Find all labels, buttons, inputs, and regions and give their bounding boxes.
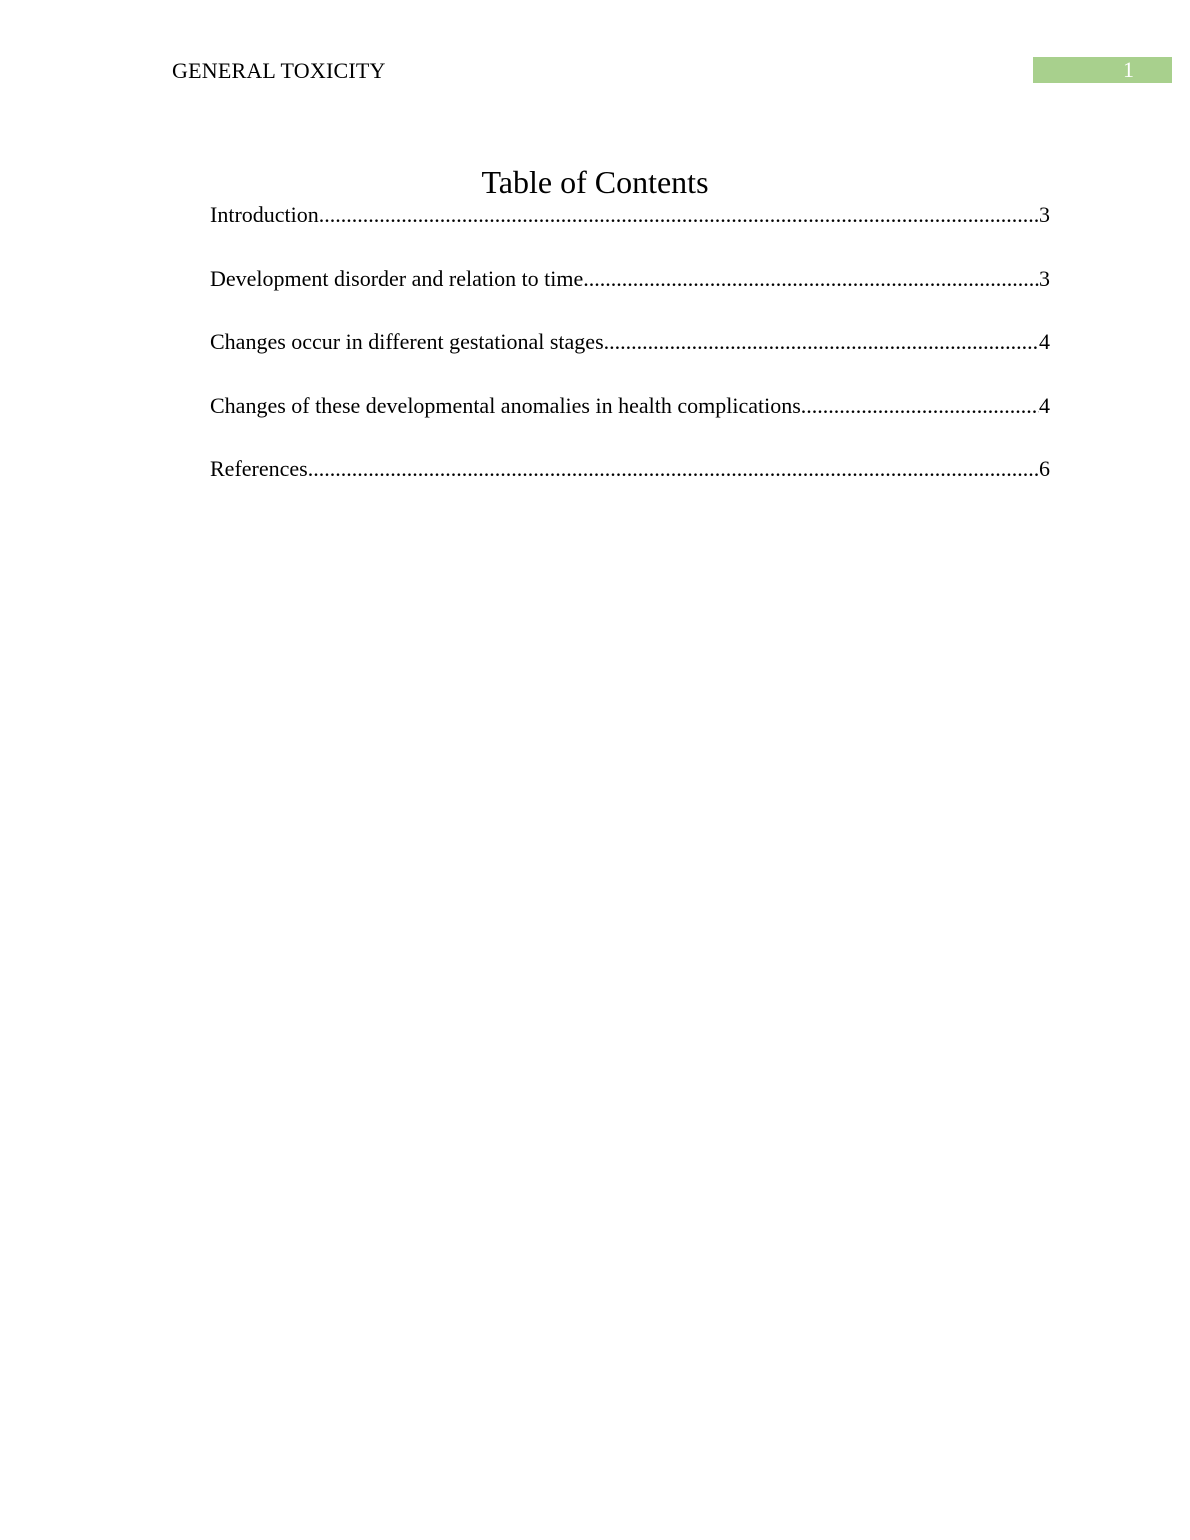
toc-entry-page: 3 — [1039, 202, 1050, 227]
toc-entry-references[interactable] — [210, 454, 1050, 518]
toc-entry-page: 3 — [1039, 265, 1050, 291]
toc-entry-page: 6 — [1039, 456, 1050, 481]
toc-entry-label: Introduction — [210, 202, 319, 227]
toc-entry-health-complications[interactable] — [210, 391, 1050, 455]
toc-dot-leader — [801, 391, 1039, 421]
toc-entry-page: 4 — [1039, 329, 1050, 354]
toc-entry-label: Development disorder and relation to time — [210, 265, 584, 291]
running-head: GENERAL TOXICITY — [172, 58, 386, 83]
toc-entry-gestational-stages[interactable] — [210, 327, 1050, 391]
toc-dot-leader — [308, 454, 1039, 484]
page-number-box — [1033, 57, 1172, 83]
toc-entry-label: Changes occur in different gestational stages — [210, 329, 604, 354]
toc-entry-label: Changes of these developmental anomalies in health complications — [210, 392, 801, 418]
page-number: 1 — [1123, 57, 1134, 82]
toc-dot-leader — [604, 327, 1039, 357]
toc-entry-development-disorder[interactable] — [210, 264, 1050, 328]
toc-list — [210, 200, 1050, 518]
toc-entry-label: References — [210, 456, 308, 481]
toc-entry-introduction[interactable] — [210, 200, 1050, 264]
toc-dot-leader — [319, 200, 1039, 230]
toc-title: Table of Contents — [481, 164, 709, 200]
toc-entry-page: 4 — [1039, 392, 1050, 418]
toc-dot-leader — [583, 264, 1039, 294]
